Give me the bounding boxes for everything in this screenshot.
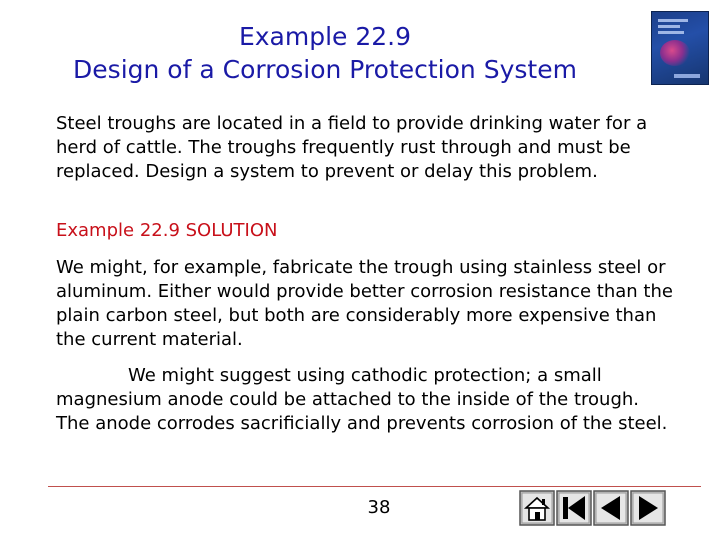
next-slide-button[interactable]: [630, 490, 666, 526]
skip-back-icon: [556, 490, 592, 526]
cover-footer-bar: [674, 74, 700, 78]
cover-title-bar: [658, 31, 684, 34]
title-line-2: Design of a Corrosion Protection System: [73, 55, 577, 84]
cover-graphic: [660, 40, 690, 66]
footer-divider: [48, 486, 701, 487]
solution-paragraph-1: We might, for example, fabricate the trough using stainless steel or aluminum. Either would provide better corrosion resistance than the plain carbon steel, but both are considerably more expensive than the current material.: [56, 257, 673, 350]
slide-title: [40, 20, 610, 86]
home-button[interactable]: [519, 490, 555, 526]
solution-paragraph-2: We might suggest using cathodic protection; a small magnesium anode could be attached to the inside of the trough. The anode corrodes sacrificially and prevents corrosion of the steel.: [56, 365, 668, 434]
next-icon: [630, 490, 666, 526]
page-number: 38: [367, 497, 391, 518]
title-line-1: Example 22.9: [238, 22, 412, 51]
cover-title-bar: [658, 19, 688, 22]
first-slide-button[interactable]: [556, 490, 592, 526]
previous-slide-button[interactable]: [593, 490, 629, 526]
problem-statement: Steel troughs are located in a field to provide drinking water for a herd of cattle. The troughs frequently rust through and must be replaced. Design a system to prevent or delay this problem.: [56, 113, 648, 182]
textbook-cover-image: [651, 11, 709, 85]
home-icon: [519, 490, 555, 526]
cover-title-bar: [658, 25, 680, 28]
solution-heading: Example 22.9 SOLUTION: [56, 220, 278, 241]
previous-icon: [593, 490, 629, 526]
